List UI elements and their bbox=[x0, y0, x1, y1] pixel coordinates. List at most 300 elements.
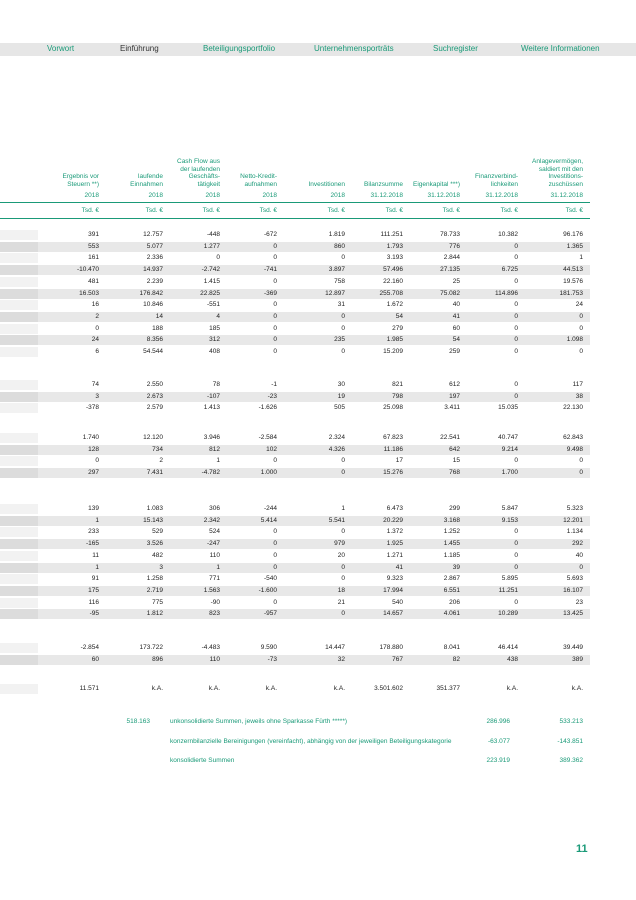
table-cell: 8.041 bbox=[443, 644, 460, 651]
table-cell: 11.186 bbox=[383, 445, 403, 453]
table-cell: 10.382 bbox=[498, 231, 518, 238]
table-cell: 0 bbox=[514, 301, 518, 309]
table-cell: -95 bbox=[89, 610, 99, 618]
table-cell: 798 bbox=[392, 392, 403, 400]
table-cell: 1.252 bbox=[443, 528, 460, 536]
table-cell: 3.193 bbox=[386, 254, 403, 262]
table-cell: 4.061 bbox=[443, 610, 460, 618]
table-cell: 1.700 bbox=[501, 469, 518, 477]
table-cell: 233 bbox=[88, 528, 99, 536]
table-cell: 1.000 bbox=[260, 469, 277, 477]
column-header-year: 31.12.2018 bbox=[370, 192, 403, 199]
table-cell: 6.473 bbox=[386, 505, 403, 512]
table-cell: 1.277 bbox=[203, 242, 220, 250]
column-header-unit: Tsd. € bbox=[81, 207, 99, 214]
table-cell: 0 bbox=[273, 336, 277, 344]
table-cell: 25.098 bbox=[383, 404, 403, 412]
table-cell: 12.201 bbox=[563, 516, 583, 524]
table-cell: 482 bbox=[152, 551, 163, 559]
table-cell: 11.571 bbox=[79, 685, 99, 692]
table-cell: 5.895 bbox=[501, 575, 518, 583]
table-cell: -551 bbox=[206, 301, 220, 309]
table-row bbox=[0, 265, 590, 275]
table-cell: 1.985 bbox=[386, 336, 403, 344]
table-cell: 15.143 bbox=[143, 516, 163, 524]
table-row bbox=[0, 468, 590, 478]
table-cell: 0 bbox=[273, 457, 277, 465]
table-cell: -107 bbox=[206, 392, 220, 400]
column-header-year: 2018 bbox=[148, 192, 163, 199]
table-row bbox=[0, 609, 590, 619]
table-cell: 3.526 bbox=[146, 540, 163, 548]
table-cell: 2.342 bbox=[203, 516, 220, 524]
table-cell: 102 bbox=[266, 445, 277, 453]
table-cell: 1.372 bbox=[386, 528, 403, 536]
table-row bbox=[0, 433, 590, 443]
row-label-cell bbox=[0, 516, 38, 526]
table-cell: 0 bbox=[273, 598, 277, 606]
table-cell: -378 bbox=[85, 404, 99, 412]
summary-label-consolidated: konsolidierte Summen bbox=[170, 757, 235, 764]
table-cell: 821 bbox=[392, 381, 403, 388]
table-cell: 524 bbox=[209, 528, 220, 536]
table-cell: 3.946 bbox=[203, 434, 220, 441]
table-cell: 0 bbox=[514, 457, 518, 465]
table-cell: 1.415 bbox=[203, 277, 220, 285]
table-cell: 775 bbox=[152, 598, 163, 606]
column-header-year: 31.12.2018 bbox=[427, 192, 460, 199]
table-cell: 860 bbox=[334, 242, 345, 250]
table-cell: 612 bbox=[449, 381, 460, 388]
table-cell: 312 bbox=[209, 336, 220, 344]
table-cell: 3.897 bbox=[328, 266, 345, 274]
table-cell: 175 bbox=[88, 586, 99, 594]
table-cell: 11.251 bbox=[498, 586, 518, 594]
table-row bbox=[0, 445, 590, 455]
table-cell: 0 bbox=[579, 457, 583, 465]
table-cell: 259 bbox=[449, 348, 460, 355]
table-cell: 0 bbox=[341, 563, 345, 571]
table-cell: -73 bbox=[267, 655, 277, 663]
table-cell: 176.842 bbox=[139, 289, 163, 297]
table-cell: 14 bbox=[155, 312, 163, 320]
table-cell: 1 bbox=[95, 563, 99, 571]
table-cell: 1.083 bbox=[146, 505, 163, 512]
row-label-cell bbox=[0, 539, 38, 549]
table-cell: 13.425 bbox=[563, 610, 583, 618]
table-cell: 91 bbox=[91, 575, 99, 583]
page-number: 11 bbox=[576, 843, 588, 855]
table-cell: 0 bbox=[273, 242, 277, 250]
table-cell: 0 bbox=[273, 528, 277, 536]
table-cell: 39 bbox=[452, 563, 460, 571]
summary-value: 389.362 bbox=[559, 757, 583, 764]
table-cell: -741 bbox=[263, 266, 277, 274]
table-row bbox=[0, 230, 590, 240]
table-cell: 0 bbox=[273, 540, 277, 548]
table-cell: k.A. bbox=[333, 685, 345, 692]
table-cell: -247 bbox=[206, 540, 220, 548]
table-cell: 3 bbox=[95, 392, 99, 400]
row-label-cell bbox=[0, 312, 38, 322]
row-label-cell bbox=[0, 684, 38, 694]
table-cell: 78.733 bbox=[440, 231, 460, 238]
table-cell: 188 bbox=[152, 324, 163, 332]
table-cell: 1.925 bbox=[386, 540, 403, 548]
table-cell: 1.812 bbox=[146, 610, 163, 618]
row-label-cell bbox=[0, 403, 38, 413]
row-label-cell bbox=[0, 253, 38, 263]
column-header-label: Investitionen bbox=[308, 180, 345, 188]
table-cell: k.A. bbox=[506, 685, 518, 692]
table-cell: 18 bbox=[337, 586, 345, 594]
table-cell: 6 bbox=[95, 348, 99, 355]
table-cell: 2.324 bbox=[328, 434, 345, 441]
table-cell: 0 bbox=[514, 563, 518, 571]
table-cell: 734 bbox=[152, 445, 163, 453]
table-cell: 758 bbox=[334, 277, 345, 285]
table-cell: -1.626 bbox=[258, 404, 277, 412]
table-cell: 306 bbox=[209, 505, 220, 512]
table-cell: 297 bbox=[88, 469, 99, 477]
table-cell: 0 bbox=[514, 381, 518, 388]
table-cell: 0 bbox=[273, 277, 277, 285]
table-cell: 6.551 bbox=[443, 586, 460, 594]
table-cell: 0 bbox=[341, 312, 345, 320]
table-cell: 0 bbox=[341, 610, 345, 618]
row-label-cell bbox=[0, 242, 38, 252]
table-cell: 3 bbox=[159, 563, 163, 571]
summary-value: 533.213 bbox=[559, 718, 583, 725]
row-label-cell bbox=[0, 300, 38, 310]
nav-suchregister[interactable]: Suchregister bbox=[433, 44, 478, 53]
row-label-cell bbox=[0, 445, 38, 455]
table-cell: 0 bbox=[273, 324, 277, 332]
table-cell: 5.077 bbox=[146, 242, 163, 250]
table-cell: 1.819 bbox=[328, 231, 345, 238]
nav-einfuehrung[interactable]: Einführung bbox=[120, 44, 159, 53]
row-label-cell bbox=[0, 347, 38, 357]
table-cell: 57.496 bbox=[383, 266, 403, 274]
table-cell: 1.740 bbox=[82, 434, 99, 441]
table-cell: 776 bbox=[449, 242, 460, 250]
table-cell: 812 bbox=[209, 445, 220, 453]
row-label-cell bbox=[0, 456, 38, 466]
table-cell: 25 bbox=[452, 277, 460, 285]
row-label-cell bbox=[0, 335, 38, 345]
table-cell: 206 bbox=[449, 598, 460, 606]
table-cell: 54 bbox=[452, 336, 460, 344]
table-cell: 39.449 bbox=[563, 644, 583, 651]
table-cell: 391 bbox=[88, 231, 99, 238]
row-label-cell bbox=[0, 609, 38, 619]
row-label-cell bbox=[0, 324, 38, 334]
row-label-cell bbox=[0, 574, 38, 584]
table-cell: 9.214 bbox=[501, 445, 518, 453]
table-cell: 0 bbox=[273, 301, 277, 309]
table-row bbox=[0, 312, 590, 322]
nav-weitere-informationen[interactable]: Weitere Informationen bbox=[521, 44, 600, 53]
table-row bbox=[0, 300, 590, 310]
column-header-label: Bilanzsumme bbox=[363, 180, 403, 188]
table-cell: 642 bbox=[449, 445, 460, 453]
nav-unternehmensportraets[interactable]: Unternehmensporträts bbox=[314, 44, 394, 53]
table-cell: 197 bbox=[449, 392, 460, 400]
table-cell: 40.747 bbox=[498, 434, 518, 441]
nav-beteiligungsportfolio[interactable]: Beteiligungsportfolio bbox=[203, 44, 276, 53]
row-label-cell bbox=[0, 643, 38, 653]
table-cell: 54 bbox=[395, 312, 403, 320]
table-cell: 2.550 bbox=[146, 381, 163, 388]
table-row bbox=[0, 539, 590, 549]
table-row bbox=[0, 563, 590, 573]
table-cell: 1.271 bbox=[386, 551, 403, 559]
table-cell: 1.672 bbox=[386, 301, 403, 309]
table-cell: 2.719 bbox=[146, 586, 163, 594]
table-row bbox=[0, 392, 590, 402]
table-cell: -90 bbox=[210, 598, 220, 606]
table-cell: 22.541 bbox=[440, 434, 460, 441]
table-cell: 0 bbox=[341, 324, 345, 332]
table-cell: 2.239 bbox=[146, 277, 163, 285]
table-cell: 161 bbox=[88, 254, 99, 262]
table-cell: 0 bbox=[579, 312, 583, 320]
table-cell: 7.431 bbox=[146, 469, 163, 477]
table-cell: 111.251 bbox=[380, 231, 403, 238]
table-row bbox=[0, 684, 590, 694]
row-label-cell bbox=[0, 563, 38, 573]
table-cell: 16.503 bbox=[79, 289, 99, 297]
column-header-year: 2018 bbox=[205, 192, 220, 199]
table-cell: 438 bbox=[507, 655, 518, 663]
table-cell: 0 bbox=[514, 528, 518, 536]
row-label-cell bbox=[0, 598, 38, 608]
table-cell: 0 bbox=[514, 277, 518, 285]
table-cell: 0 bbox=[579, 469, 583, 477]
table-cell: 173.722 bbox=[139, 644, 163, 651]
row-label-cell bbox=[0, 586, 38, 596]
table-row bbox=[0, 380, 590, 390]
table-cell: 979 bbox=[334, 540, 345, 548]
table-cell: 896 bbox=[152, 655, 163, 663]
table-row bbox=[0, 335, 590, 345]
table-cell: 1.258 bbox=[146, 575, 163, 583]
table-cell: 54.544 bbox=[143, 348, 163, 355]
table-cell: 10.846 bbox=[143, 301, 163, 309]
table-cell: 67.823 bbox=[383, 434, 403, 441]
table-row bbox=[0, 347, 590, 357]
table-row bbox=[0, 277, 590, 287]
table-cell: 10.289 bbox=[498, 610, 518, 618]
table-cell: 1 bbox=[579, 254, 583, 262]
column-header-unit: Tsd. € bbox=[145, 207, 163, 214]
table-row bbox=[0, 242, 590, 252]
table-cell: 1.563 bbox=[203, 586, 220, 594]
table-cell: -2.742 bbox=[201, 266, 220, 274]
column-header-year: 2018 bbox=[330, 192, 345, 199]
table-cell: 2 bbox=[159, 457, 163, 465]
summary-label-adjustments: konzernbilanzielle Bereinigungen (vereinfacht), abhängig von der jeweiligen Beteiligungskategorie bbox=[170, 738, 452, 745]
table-cell: 22.130 bbox=[563, 404, 583, 412]
table-cell: 62.843 bbox=[563, 434, 583, 441]
table-cell: -369 bbox=[263, 289, 277, 297]
table-cell: 1.455 bbox=[443, 540, 460, 548]
table-cell: 0 bbox=[579, 324, 583, 332]
table-cell: 279 bbox=[392, 324, 403, 332]
table-cell: 116 bbox=[88, 598, 99, 606]
table-cell: k.A. bbox=[265, 685, 277, 692]
table-cell: k.A. bbox=[571, 685, 583, 692]
table-cell: 20 bbox=[337, 551, 345, 559]
column-header-label: Cash Flow aus der laufenden Geschäfts- tätigkeit bbox=[177, 158, 220, 188]
table-cell: 15.209 bbox=[383, 348, 403, 355]
table-row bbox=[0, 586, 590, 596]
table-cell: 0 bbox=[273, 551, 277, 559]
table-cell: 1 bbox=[95, 516, 99, 524]
table-cell: 0 bbox=[514, 551, 518, 559]
table-cell: 255.708 bbox=[379, 289, 403, 297]
table-cell: 2.867 bbox=[443, 575, 460, 583]
table-cell: 292 bbox=[572, 540, 583, 548]
table-cell: 12.757 bbox=[143, 231, 163, 238]
table-cell: 1 bbox=[341, 505, 345, 512]
table-cell: 9.498 bbox=[566, 445, 583, 453]
table-cell: -2.584 bbox=[258, 434, 277, 441]
table-cell: 771 bbox=[209, 575, 220, 583]
table-row bbox=[0, 516, 590, 526]
column-header-unit: Tsd. € bbox=[500, 207, 518, 214]
table-cell: 0 bbox=[514, 336, 518, 344]
column-header-unit: Tsd. € bbox=[565, 207, 583, 214]
table-cell: 0 bbox=[341, 575, 345, 583]
row-label-cell bbox=[0, 230, 38, 240]
table-cell: 5.693 bbox=[566, 575, 583, 583]
table-cell: 14.447 bbox=[325, 644, 345, 651]
summary-value: 223.919 bbox=[486, 757, 510, 764]
nav-vorwort[interactable]: Vorwort bbox=[47, 44, 75, 53]
table-cell: 15.035 bbox=[498, 404, 518, 412]
table-cell: 0 bbox=[341, 457, 345, 465]
table-cell: -957 bbox=[263, 610, 277, 618]
table-cell: -165 bbox=[85, 540, 99, 548]
table-cell: 0 bbox=[514, 312, 518, 320]
column-header-label: Anlagevermögen, saldiert mit den Investitions- zuschüssen bbox=[532, 158, 583, 188]
summary-value: -143.851 bbox=[557, 738, 583, 745]
table-cell: 0 bbox=[514, 598, 518, 606]
table-cell: 178.880 bbox=[379, 644, 403, 651]
table-cell: 19.576 bbox=[563, 277, 583, 285]
table-cell: 31 bbox=[337, 301, 345, 309]
row-label-cell bbox=[0, 655, 38, 665]
table-cell: 19 bbox=[337, 392, 345, 400]
table-cell: 0 bbox=[341, 528, 345, 536]
table-cell: 20.229 bbox=[383, 516, 403, 524]
table-cell: 15 bbox=[452, 457, 460, 465]
table-row bbox=[0, 504, 590, 514]
table-cell: 41 bbox=[452, 312, 460, 320]
table-cell: 389 bbox=[572, 655, 583, 663]
row-label-cell bbox=[0, 504, 38, 514]
table-cell: 12.120 bbox=[143, 434, 163, 441]
row-label-cell bbox=[0, 433, 38, 443]
table-cell: 2.336 bbox=[146, 254, 163, 262]
table-cell: 1.793 bbox=[386, 242, 403, 250]
table-cell: 32 bbox=[337, 655, 345, 663]
row-label-cell bbox=[0, 392, 38, 402]
table-cell: -540 bbox=[263, 575, 277, 583]
column-header-unit: Tsd. € bbox=[202, 207, 220, 214]
table-cell: 21 bbox=[337, 598, 345, 606]
row-label-cell bbox=[0, 551, 38, 561]
table-cell: 27.135 bbox=[440, 266, 460, 274]
table-cell: 3.168 bbox=[443, 516, 460, 524]
table-cell: 3.501.602 bbox=[374, 685, 403, 692]
table-cell: 3.411 bbox=[444, 404, 460, 412]
table-cell: 0 bbox=[273, 348, 277, 355]
table-row bbox=[0, 655, 590, 665]
table-cell: 24 bbox=[91, 336, 99, 344]
row-label-cell bbox=[0, 289, 38, 299]
table-cell: 16 bbox=[91, 301, 99, 309]
table-row bbox=[0, 643, 590, 653]
table-cell: -10.470 bbox=[76, 266, 99, 274]
table-cell: 75.082 bbox=[440, 289, 460, 297]
row-label-cell bbox=[0, 277, 38, 287]
column-header-unit: Tsd. € bbox=[442, 207, 460, 214]
table-cell: -4.782 bbox=[201, 469, 220, 477]
table-cell: 0 bbox=[514, 540, 518, 548]
table-cell: 38 bbox=[575, 392, 583, 400]
table-cell: 40 bbox=[575, 551, 583, 559]
table-cell: 60 bbox=[91, 655, 99, 663]
table-cell: 5.323 bbox=[566, 505, 583, 512]
table-cell: 0 bbox=[514, 392, 518, 400]
table-cell: 767 bbox=[392, 655, 403, 663]
table-cell: k.A. bbox=[208, 685, 220, 692]
table-cell: k.A. bbox=[151, 685, 163, 692]
column-header-label: Ergebnis vor Steuern **) bbox=[62, 173, 99, 188]
table-row bbox=[0, 324, 590, 334]
table-cell: 44.513 bbox=[563, 266, 583, 274]
table-cell: 0 bbox=[341, 469, 345, 477]
table-cell: -2.854 bbox=[80, 644, 99, 651]
table-cell: 0 bbox=[95, 324, 99, 332]
table-cell: 40 bbox=[452, 301, 460, 309]
table-cell: 117 bbox=[572, 381, 583, 388]
table-cell: 1 bbox=[216, 457, 220, 465]
table-cell: 6.725 bbox=[501, 266, 518, 274]
table-cell: 41 bbox=[395, 563, 403, 571]
table-cell: 185 bbox=[209, 324, 220, 332]
table-cell: 8.356 bbox=[146, 336, 163, 344]
table-cell: 60 bbox=[452, 324, 460, 332]
table-row bbox=[0, 551, 590, 561]
table-cell: 235 bbox=[334, 336, 345, 344]
table-cell: 1 bbox=[216, 563, 220, 571]
table-cell: 1.134 bbox=[566, 528, 583, 536]
table-cell: 768 bbox=[449, 469, 460, 477]
column-header-unit: Tsd. € bbox=[327, 207, 345, 214]
column-header-year: 2018 bbox=[262, 192, 277, 199]
table-cell: 110 bbox=[209, 551, 220, 559]
table-cell: 0 bbox=[273, 312, 277, 320]
table-cell: 2 bbox=[95, 312, 99, 320]
table-cell: -23 bbox=[267, 392, 277, 400]
table-cell: 351.377 bbox=[436, 685, 460, 692]
table-cell: 553 bbox=[88, 242, 99, 250]
column-header-year: 2018 bbox=[84, 192, 99, 199]
table-cell: 0 bbox=[341, 348, 345, 355]
